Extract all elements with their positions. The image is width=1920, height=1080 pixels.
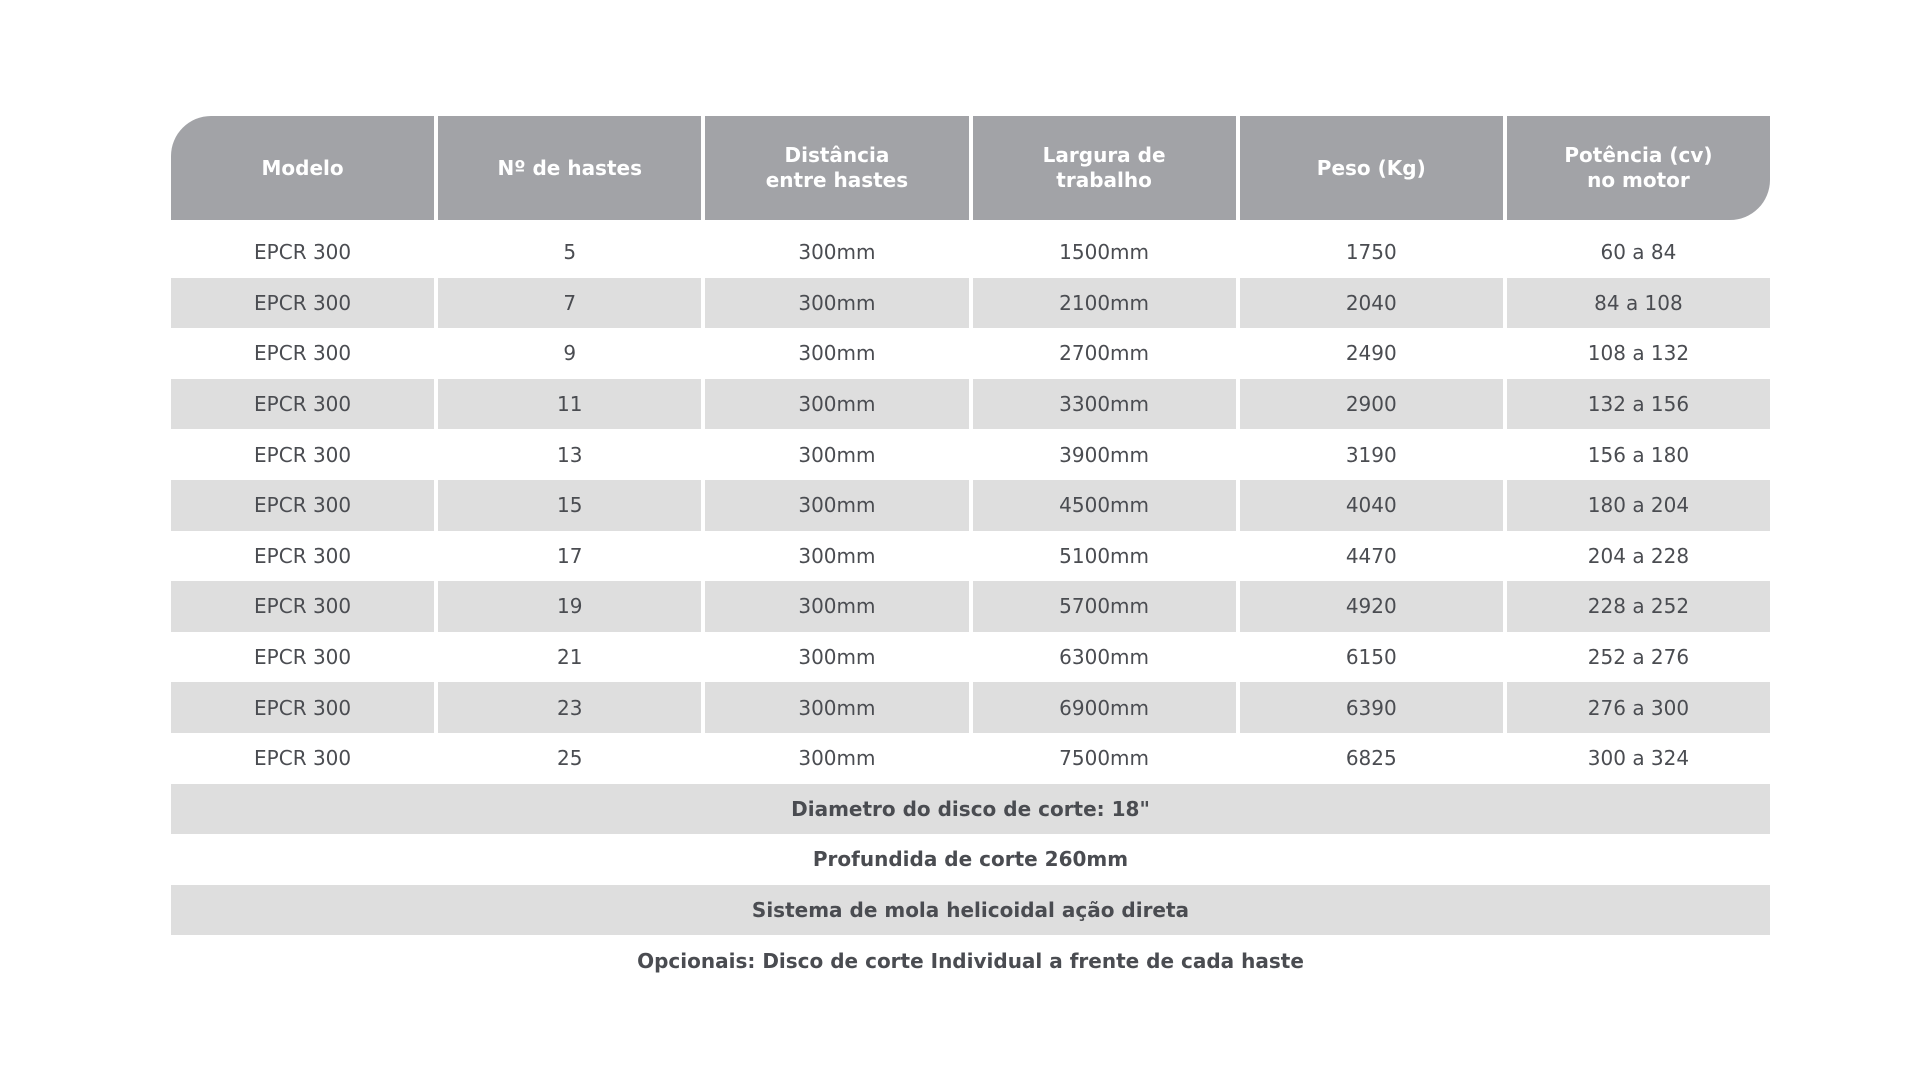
cell-modelo: EPCR 300 [254, 341, 352, 366]
cell-potencia: 84 a 108 [1507, 278, 1770, 329]
cell-peso: 4920 [1240, 581, 1503, 632]
cell-largura: 3900mm [1059, 442, 1150, 467]
cell-hastes: 15 [438, 480, 701, 531]
header-peso: Peso (Kg) [1240, 116, 1503, 220]
cell-peso: 6150 [1345, 645, 1397, 670]
cell-largura: 5700mm [973, 581, 1236, 632]
cell-hastes: 9 [563, 341, 577, 366]
note-spring-system: Sistema de mola helicoidal ação direta [171, 885, 1770, 936]
note-cut-depth: Profundida de corte 260mm [812, 847, 1129, 872]
table-body [171, 227, 1770, 986]
table-row [171, 429, 1770, 480]
cell-modelo: EPCR 300 [254, 442, 352, 467]
header-modelo: Modelo [171, 116, 434, 220]
cell-distancia: 300mm [798, 543, 876, 568]
cell-distancia: 300mm [798, 442, 876, 467]
cell-distancia: 300mm [798, 240, 876, 265]
cell-modelo: EPCR 300 [171, 581, 434, 632]
cell-modelo: EPCR 300 [254, 240, 352, 265]
cell-potencia: 108 a 132 [1587, 341, 1690, 366]
cell-hastes: 17 [557, 543, 583, 568]
header-largura: Largura de trabalho [973, 116, 1236, 220]
table-row [171, 733, 1770, 784]
cell-potencia: 156 a 180 [1587, 442, 1690, 467]
cell-largura: 2700mm [1059, 341, 1150, 366]
cell-potencia: 204 a 228 [1587, 543, 1690, 568]
cell-hastes: 13 [557, 442, 583, 467]
cell-modelo: EPCR 300 [254, 746, 352, 771]
cell-modelo: EPCR 300 [171, 682, 434, 733]
cell-distancia: 300mm [705, 682, 968, 733]
cell-peso: 6390 [1240, 682, 1503, 733]
cell-largura: 3300mm [973, 379, 1236, 430]
cell-peso: 3190 [1345, 442, 1397, 467]
note-optionals: Opcionais: Disco de corte Individual a frente de cada haste [637, 948, 1304, 973]
header-potencia: Potência (cv) no motor [1507, 116, 1770, 220]
cell-distancia: 300mm [705, 278, 968, 329]
cell-largura: 2100mm [973, 278, 1236, 329]
spec-table [171, 116, 1770, 986]
table-row [171, 278, 1770, 329]
cell-distancia: 300mm [798, 341, 876, 366]
cell-peso: 4470 [1345, 543, 1397, 568]
table-row [171, 328, 1770, 379]
cell-modelo: EPCR 300 [171, 278, 434, 329]
cell-modelo: EPCR 300 [254, 645, 352, 670]
cell-largura: 6900mm [973, 682, 1236, 733]
header-num-hastes: Nº de hastes [438, 116, 701, 220]
cell-modelo: EPCR 300 [171, 480, 434, 531]
cell-hastes: 25 [557, 746, 583, 771]
cell-distancia: 300mm [705, 480, 968, 531]
cell-potencia: 300 a 324 [1587, 746, 1690, 771]
cell-distancia: 300mm [705, 581, 968, 632]
cell-peso: 1750 [1345, 240, 1397, 265]
table-row [171, 632, 1770, 683]
cell-modelo: EPCR 300 [171, 379, 434, 430]
cell-potencia: 276 a 300 [1507, 682, 1770, 733]
cell-peso: 2490 [1345, 341, 1397, 366]
cell-distancia: 300mm [705, 379, 968, 430]
cell-potencia: 132 a 156 [1507, 379, 1770, 430]
cell-modelo: EPCR 300 [254, 543, 352, 568]
cell-peso: 2900 [1240, 379, 1503, 430]
cell-potencia: 180 a 204 [1507, 480, 1770, 531]
cell-peso: 2040 [1240, 278, 1503, 329]
cell-hastes: 11 [438, 379, 701, 430]
cell-distancia: 300mm [798, 746, 876, 771]
cell-peso: 6825 [1345, 746, 1397, 771]
cell-hastes: 21 [557, 645, 583, 670]
table-row [171, 227, 1770, 278]
cell-hastes: 19 [438, 581, 701, 632]
cell-distancia: 300mm [798, 645, 876, 670]
table-row [171, 480, 1770, 531]
cell-largura: 7500mm [1059, 746, 1150, 771]
cell-potencia: 60 a 84 [1600, 240, 1677, 265]
table-row [171, 682, 1770, 733]
note-disk-diameter: Diametro do disco de corte: 18" [171, 784, 1770, 835]
table-header [171, 116, 1770, 220]
cell-largura: 1500mm [1059, 240, 1150, 265]
table-row [171, 581, 1770, 632]
cell-hastes: 7 [438, 278, 701, 329]
cell-largura: 5100mm [1059, 543, 1150, 568]
cell-potencia: 228 a 252 [1507, 581, 1770, 632]
header-distancia: Distância entre hastes [705, 116, 968, 220]
cell-potencia: 252 a 276 [1587, 645, 1690, 670]
table-row [171, 379, 1770, 430]
cell-peso: 4040 [1240, 480, 1503, 531]
cell-largura: 4500mm [973, 480, 1236, 531]
cell-hastes: 5 [563, 240, 577, 265]
table-row [171, 531, 1770, 582]
cell-largura: 6300mm [1059, 645, 1150, 670]
cell-hastes: 23 [438, 682, 701, 733]
